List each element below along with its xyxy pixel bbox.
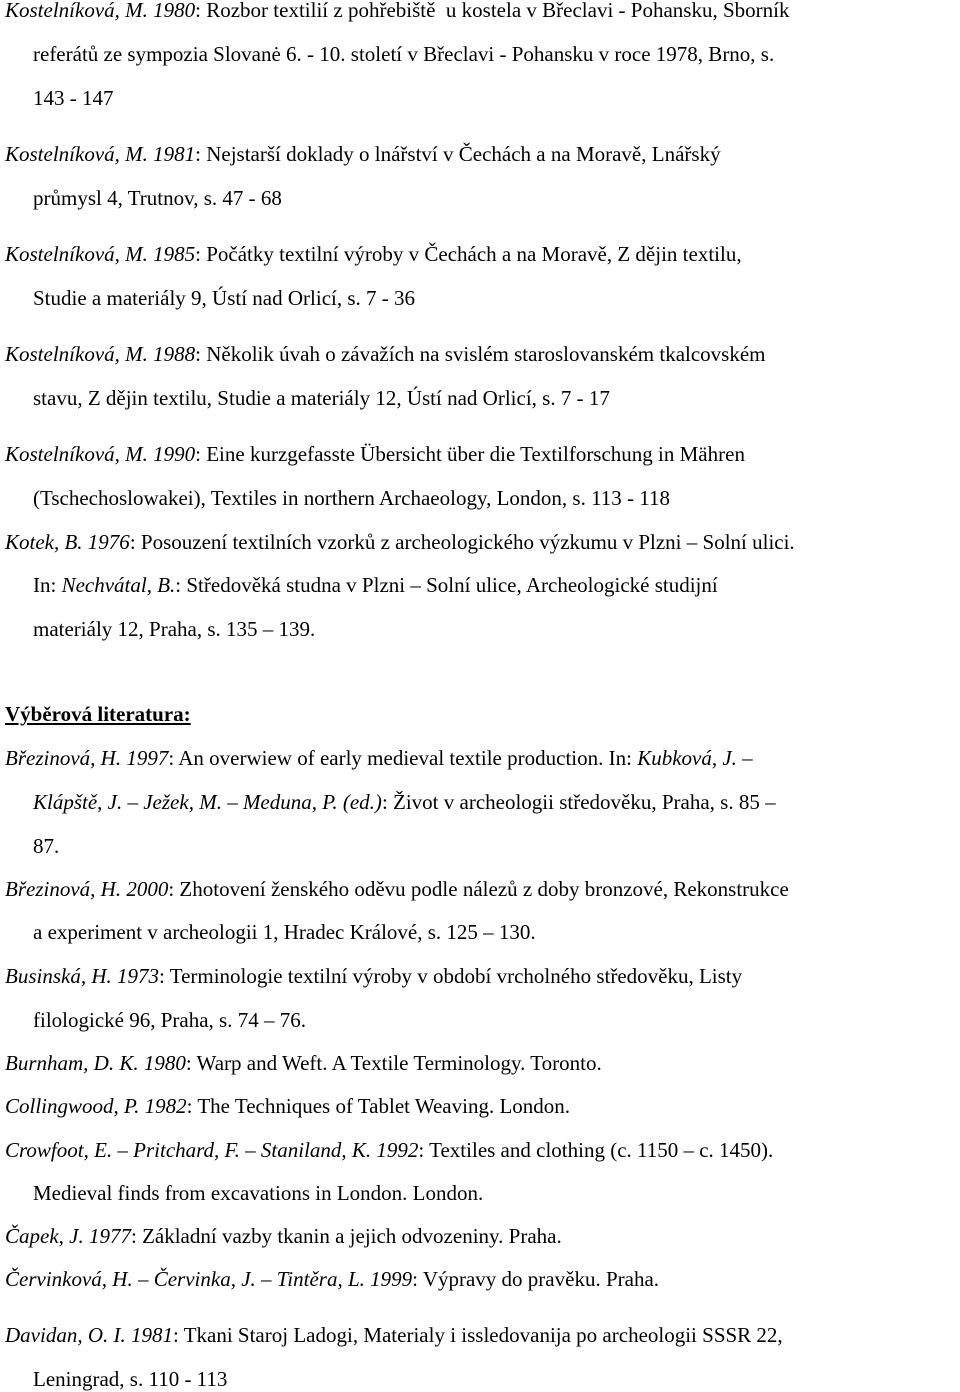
reference-text: : Výpravy do pravěku. Praha. xyxy=(412,1267,660,1291)
reference-text: : The Techniques of Tablet Weaving. London. xyxy=(186,1094,571,1118)
reference-line: filologické 96, Praha, s. 74 – 76. xyxy=(33,1008,306,1032)
reference-author: Březinová, H. 2000 xyxy=(5,877,169,901)
reference-author: Kostelníková, M. 1980 xyxy=(5,0,196,22)
reference-line xyxy=(5,1050,954,1076)
reference-author: Davidan, O. I. 1981 xyxy=(5,1323,173,1347)
reference-text: : Počátky textilní výroby v Čechách a na Moravě, Z dějin textilu, xyxy=(195,242,742,266)
reference-author: Čapek, J. 1977 xyxy=(5,1224,131,1248)
reference-author: Kostelníková, M. 1981 xyxy=(5,142,196,166)
reference-text: : Několik úvah o závažích na svislém staroslovanském tkalcovském xyxy=(195,342,766,366)
reference-text: : Tkani Staroj Ladogi, Materialy i issledovanija po archeologii SSSR 22, xyxy=(172,1323,783,1347)
reference-text: : Život v archeologii středověku, Praha, s. 85 – xyxy=(381,790,776,814)
reference-author: Kostelníková, M. 1990 xyxy=(5,442,196,466)
reference-line xyxy=(5,1266,954,1292)
reference-line xyxy=(5,0,954,23)
reference-author: Crowfoot, E. – Pritchard, F. – Staniland, K. 1992 xyxy=(5,1138,419,1162)
reference-text: : Posouzení textilních vzorků z archeologického výzkumu v Plzni – Solní ulici. xyxy=(129,530,795,554)
reference-line xyxy=(33,572,954,598)
reference-text: : Nejstarší doklady o lnářství v Čechách a na Moravě, Lnářský xyxy=(195,142,721,166)
reference-line: 87. xyxy=(33,834,60,858)
reference-line xyxy=(5,963,954,989)
reference-author: Kostelníková, M. 1985 xyxy=(5,242,196,266)
reference-line xyxy=(5,1322,954,1348)
section-heading: Výběrová literatura: xyxy=(5,702,191,726)
reference-line xyxy=(5,1093,954,1119)
reference-text: : Warp and Weft. A Textile Terminology. Toronto. xyxy=(185,1051,602,1075)
reference-author: Burnham, D. K. 1980 xyxy=(5,1051,186,1075)
reference-text: : Terminologie textilní výroby v období vrcholného středověku, Listy xyxy=(159,964,743,988)
reference-author: Businská, H. 1973 xyxy=(5,964,159,988)
reference-line: Medieval finds from excavations in London. London. xyxy=(33,1181,484,1205)
reference-text: : Základní vazby tkanin a jejich odvozeniny. Praha. xyxy=(130,1224,562,1248)
reference-line: průmysl 4, Trutnov, s. 47 - 68 xyxy=(33,186,282,210)
reference-line xyxy=(5,141,954,167)
reference-author: Klápště, J. – Ježek, M. – Meduna, P. (ed.) xyxy=(33,790,382,814)
reference-line: materiály 12, Praha, s. 135 – 139. xyxy=(33,617,316,641)
reference-author: Kubková, J. – xyxy=(637,746,753,770)
reference-author: Kostelníková, M. 1988 xyxy=(5,342,196,366)
reference-line xyxy=(5,341,954,367)
reference-line: 143 - 147 xyxy=(33,86,114,110)
reference-line: Studie a materiály 9, Ústí nad Orlicí, s. 7 - 36 xyxy=(33,286,416,310)
reference-author: Březinová, H. 1997 xyxy=(5,746,169,770)
reference-line xyxy=(33,789,954,815)
reference-text: : An overwiew of early medieval textile production. In: xyxy=(168,746,638,770)
reference-text: : Zhotovení ženského oděvu podle nálezů z doby bronzové, Rekonstrukce xyxy=(168,877,789,901)
reference-line xyxy=(5,441,954,467)
reference-line: (Tschechoslowakei), Textiles in northern Archaeology, London, s. 113 - 118 xyxy=(33,486,671,510)
reference-line xyxy=(5,876,954,902)
reference-line xyxy=(5,529,954,555)
reference-line: Leningrad, s. 110 - 113 xyxy=(33,1367,228,1391)
reference-author: Nechvátal, B. xyxy=(61,573,176,597)
reference-text: : Textiles and clothing (c. 1150 – c. 1450). xyxy=(418,1138,774,1162)
reference-author: Kotek, B. 1976 xyxy=(5,530,130,554)
reference-line: a experiment v archeologii 1, Hradec Králové, s. 125 – 130. xyxy=(33,920,536,944)
reference-author: Červinková, H. – Červinka, J. – Tintěra, L. 1999 xyxy=(5,1267,413,1291)
reference-line: stavu, Z dějin textilu, Studie a materiály 12, Ústí nad Orlicí, s. 7 - 17 xyxy=(33,386,610,410)
reference-text: : Rozbor textilií z pohřebiště u kostela v Břeclavi - Pohansku, Sborník xyxy=(195,0,790,22)
reference-line xyxy=(5,1223,954,1249)
reference-line xyxy=(5,1137,954,1163)
reference-author: Collingwood, P. 1982 xyxy=(5,1094,187,1118)
reference-line: referátů ze sympozia Slovanė 6. - 10. století v Břeclavi - Pohansku v roce 1978, Brno, s. xyxy=(33,42,775,66)
reference-text: : Eine kurzgefasste Übersicht über die Textilforschung in Mähren xyxy=(195,442,745,466)
reference-text: In: xyxy=(33,573,62,597)
reference-line xyxy=(5,241,954,267)
reference-line xyxy=(5,745,954,771)
reference-text: : Středověká studna v Plzni – Solní ulice, Archeologické studijní xyxy=(175,573,718,597)
